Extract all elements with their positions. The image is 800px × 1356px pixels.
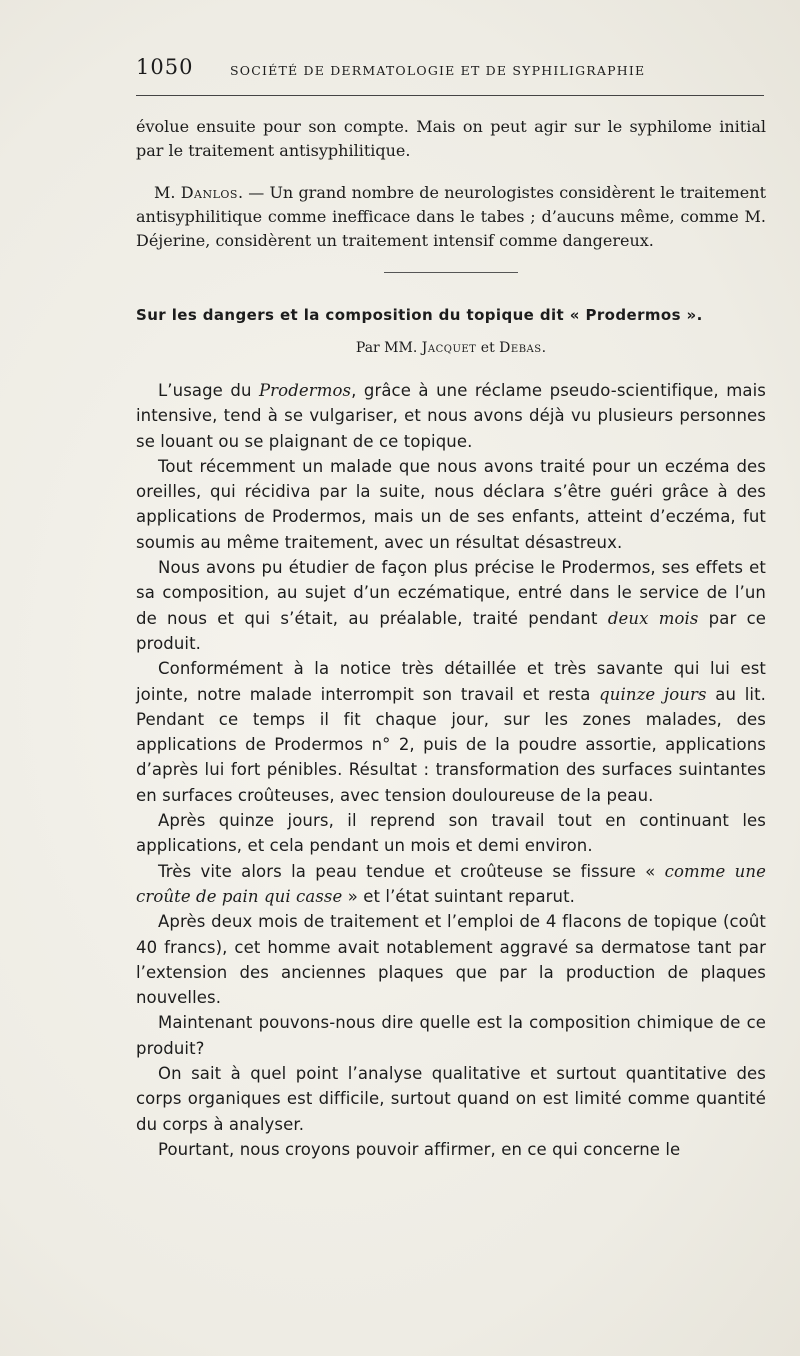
- article-title: Sur les dangers et la composition du topique dit « Prodermos ».: [136, 306, 703, 324]
- byline-joiner: et: [476, 340, 500, 356]
- byline-suffix: .: [541, 340, 547, 356]
- article-paragraph-9: On sait à quel point l’analyse qualitative et surtout quantitative des corps organiques est difficile, surtout quand on est limité comme quantité du corps à analyser.: [136, 1064, 766, 1134]
- author-jacquet: Jacquet: [421, 340, 477, 356]
- article-paragraph-6: [136, 859, 766, 910]
- article-paragraph-3: [136, 555, 766, 656]
- p6-emphasis: comme une croûte de pain qui casse: [136, 861, 766, 906]
- p1-text-c: , grâce à une réclame pseudo-scientifique, mais intensive, tend à se vulgariser, et nous avons déjà vu plusieurs personnes se louant ou se plaignant de ce topique.: [136, 381, 767, 451]
- article-paragraph-1: [136, 378, 766, 454]
- article-paragraph-5: Après quinze jours, il reprend son travail tout en continuant les applications, et cela pendant un mois et demi environ.: [136, 811, 766, 856]
- journal-title: SOCIÉTÉ DE DERMATOLOGIE ET DE SYPHILIGRAPHIE: [230, 63, 646, 78]
- article-body: [136, 378, 766, 1162]
- article-paragraph-7: Après deux mois de traitement et l’emploi de 4 flacons de topique (coût 40 francs), cet homme avait notablement aggravé sa dermatose tant par l’extension des anciennes plaques que par la production de plaques nouvelles.: [136, 912, 766, 1008]
- section-divider: [384, 272, 518, 273]
- p6-text-c: » et l’état suintant reparut.: [342, 886, 576, 906]
- previous-discussion-paragraph: évolue ensuite pour son compte. Mais on peut agir sur le syphilome initial par le traitement antisyphilitique.: [136, 117, 766, 160]
- author-debas: Debas: [499, 340, 542, 356]
- header-divider: [136, 95, 764, 96]
- article-byline: [136, 340, 766, 356]
- byline-prefix: Par MM.: [355, 340, 422, 356]
- p4-emphasis: quinze jours: [599, 684, 707, 704]
- p3-text-c: par ce produit.: [136, 608, 766, 653]
- speaker-initial: M.: [154, 183, 181, 202]
- p4-text-c: au lit. Pendant ce temps il fit chaque jour, sur les zones malades, des applications de Prodermos n° 2, puis de la poudre assortie, applications d’après lui fort pénibles. Résultat : transformation des surfaces suintantes en surfaces croûteuses, avec tension douloureuse de la peau.: [136, 684, 766, 805]
- p3-text-a: Nous avons pu étudier de façon plus précise le Prodermos, ses effets et sa composition, au sujet d’un eczématique, entré dans le service de l’un de nous et qui s’était, au préalable, traité pendant: [136, 558, 766, 628]
- danlos-remark-paragraph: [136, 181, 766, 253]
- article-paragraph-2: Tout récemment un malade que nous avons traité pour un eczéma des oreilles, qui récidiva par la suite, nous déclara s’être guéri grâce à des applications de Prodermos, mais un de ses enfants, atteint d’eczéma, fut soumis au même traitement, avec un résultat désastreux.: [136, 456, 766, 552]
- p6-text-a: Très vite alors la peau tendue et croûteuse se fissure «: [158, 861, 665, 881]
- article-paragraph-8: Maintenant pouvons-nous dire quelle est la composition chimique de ce produit?: [136, 1013, 766, 1058]
- page-number: 1050: [136, 55, 194, 79]
- p1-emphasis: Prodermos: [258, 381, 352, 400]
- article-paragraph-10: Pourtant, nous croyons pouvoir affirmer, en ce qui concerne le: [158, 1139, 681, 1159]
- p3-emphasis: deux mois: [607, 608, 699, 628]
- p1-text-a: L’usage du: [158, 381, 259, 400]
- running-head: [136, 55, 764, 85]
- p4-text-a: Conformément à la notice très détaillée et très savante qui lui est jointe, notre malade interrompit son travail et resta: [136, 659, 766, 704]
- article-paragraph-4: [136, 656, 766, 808]
- speaker-remark: . — Un grand nombre de neurologistes considèrent le traitement antisyphilitique comme inefficace dans le tabes ; d’aucuns même, comme M. Déjerine, considèrent un traitement intensif comme dangereux.: [136, 183, 766, 250]
- speaker-name: Danlos: [180, 183, 238, 202]
